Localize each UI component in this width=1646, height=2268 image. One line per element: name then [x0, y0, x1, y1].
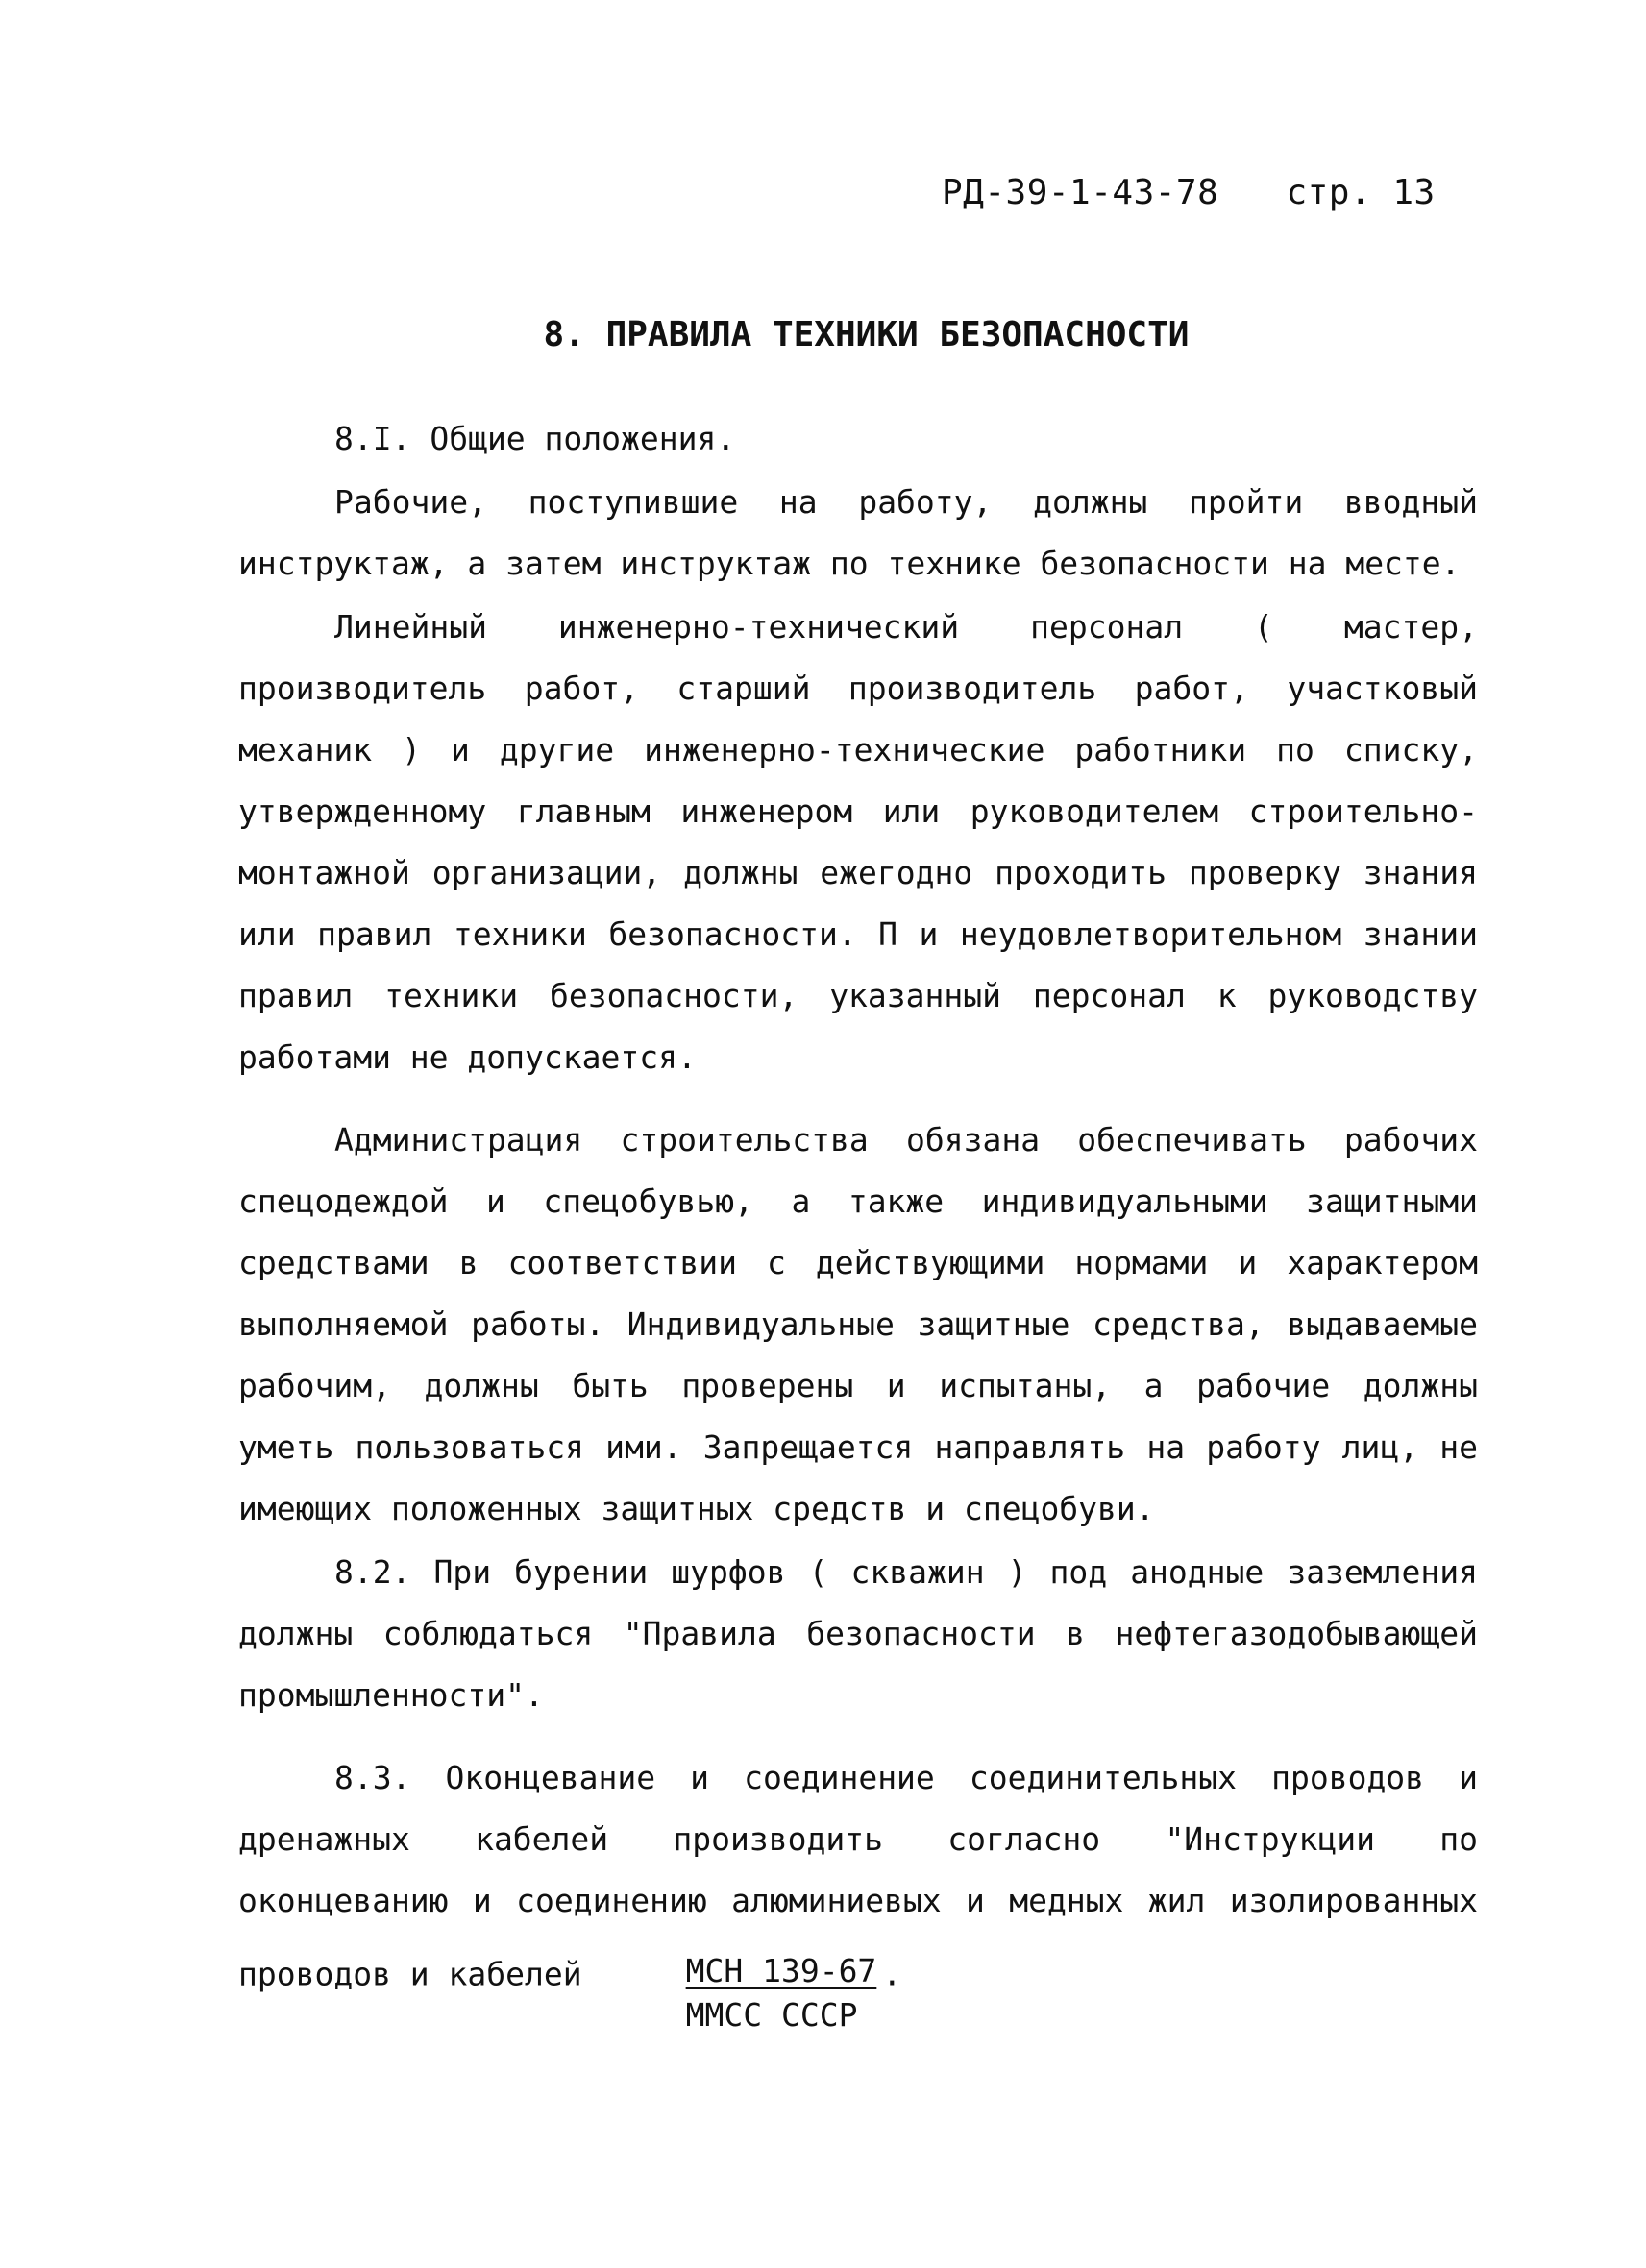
- norm-reference: [590, 1949, 877, 2037]
- norm-reference-authority: ММСС СССР: [685, 1996, 858, 2034]
- document-body: [238, 408, 1478, 2034]
- paragraph-cable-termination: [238, 1747, 1478, 2034]
- paragraph-personnel: Линейный инженерно-технический персонал ( мастер, производитель работ, старший производитель работ, участковый механик ) и другие инженерно-технические работники по списку, утвержденному главным инженером или руководителем строительно-монтажной организации, должны ежегодно проходить проверку знания или правил техники безопасности. П и неудовлетворительном знании правил техники безопасности, указанный персонал к руководству работами не допускается.: [238, 608, 1478, 1076]
- document-code: РД-39-1-43-78: [942, 173, 1219, 212]
- cable-termination-text: 8.3. Оконцевание и соединение соединительных проводов и дренажных кабелей производить согласно "Инструкции по оконцеванию и соединению алюминиевых и медных жил изолированных проводов и кабелей: [238, 1759, 1478, 1993]
- section-title: 8. ПРАВИЛА ТЕХНИКИ БЕЗОПАСНОСТИ: [543, 315, 1190, 354]
- norm-reference-code: МСН 139-67: [685, 1952, 877, 1989]
- paragraph-administration: Администрация строительства обязана обеспечивать рабочих спецодеждой и спецобувью, а также индивидуальными защитными средствами в соответствии с действующими нормами и характером выполняемой работы. Индивидуальные защитные средства, выдаваемые рабочим, должны быть проверены и испытаны, а рабочие должны уметь пользоваться ими. Запрещается направлять на работу лиц, не имеющих положенных защитных средств и спецобуви.: [238, 1121, 1478, 1527]
- page-header: [942, 173, 1436, 212]
- paragraph-drilling: 8.2. При бурении шурфов ( скважин ) под анодные заземления должны соблюдаться "Правила безопасности в нефтегазодобывающей промышленности".: [238, 1553, 1478, 1714]
- end-punctuation: .: [882, 1955, 902, 1993]
- paragraph-induction: Рабочие, поступившие на работу, должны пройти вводный инструктаж, а затем инструктаж по технике безопасности на месте.: [238, 483, 1478, 582]
- page-number: стр. 13: [1286, 173, 1436, 212]
- subsection-heading: 8.I. Общие положения.: [334, 420, 736, 457]
